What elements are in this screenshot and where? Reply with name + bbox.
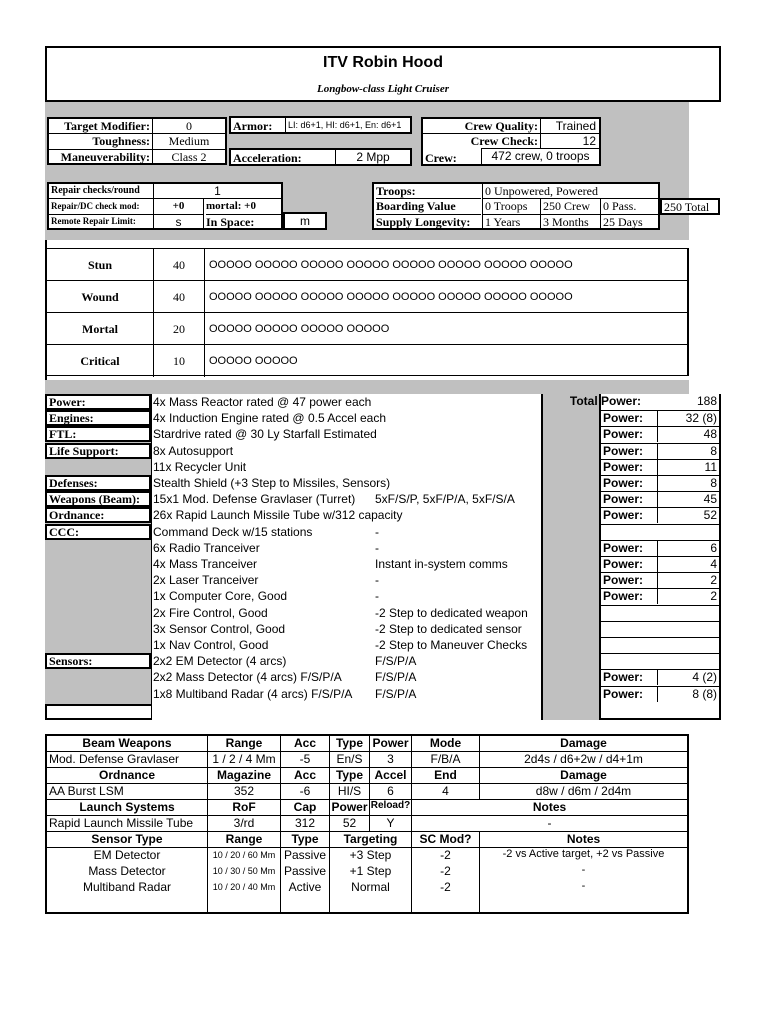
table-header-cell: Range [207, 832, 280, 848]
system-description: 2x2 EM Detector (4 arcs) [153, 654, 287, 668]
crew-value: 472 crew, 0 troops [481, 148, 599, 164]
table-cell: 2d4s / d6+2w / d4+1m [479, 752, 687, 768]
damage-row-wound [47, 280, 689, 312]
system-description: 6x Radio Tranceiver [153, 541, 260, 555]
system-description: 11x Recycler Unit [153, 460, 247, 474]
table-cell: En/S [329, 752, 369, 768]
system-description: 15x1 Mod. Defense Gravlaser (Turret) [153, 492, 356, 506]
table-cell: 3/rd [207, 816, 280, 832]
repair-checks-value: 1 [154, 184, 281, 199]
table-header-cell: Reload? [369, 800, 411, 816]
table-row [47, 784, 687, 800]
system-category: Defenses: [45, 475, 151, 491]
system-note: -2 Step to Maneuver Checks [375, 638, 541, 653]
power-value: 2 [657, 572, 719, 588]
table-cell: Y [369, 816, 411, 832]
repair-dc-value: +0 [154, 199, 204, 214]
table-header-cell: Sensor Type [91, 832, 163, 846]
power-empty [601, 653, 719, 669]
system-row [45, 507, 721, 523]
boarding-pass: 0 Pass. [600, 199, 658, 214]
power-value: 45 [657, 491, 719, 507]
system-category: Weapons (Beam): [45, 491, 151, 507]
sensor-cell: -2 [411, 864, 479, 880]
system-row [45, 637, 721, 653]
power-empty [601, 637, 719, 653]
power-label: Power: [601, 459, 657, 475]
troops-label: Troops: [376, 184, 481, 199]
system-note: F/S/P/A [375, 687, 541, 702]
table-header-cell: Range [207, 736, 280, 752]
sensor-cell: +1 Step [329, 864, 411, 880]
in-space-label: In Space: [206, 214, 281, 228]
table-cell: -5 [280, 752, 329, 768]
table-header-cell: Mode [411, 736, 479, 752]
table-header-row [47, 800, 687, 816]
damage-label: Stun [87, 258, 113, 272]
power-empty [601, 621, 719, 637]
table-cell: 352 [207, 784, 280, 800]
sensor-row [47, 864, 687, 880]
troops-value: 0 Unpowered, Powered [482, 184, 658, 199]
table-header-cell: Notes [479, 832, 687, 848]
table-header-row [47, 832, 687, 848]
system-description: 1x8 Multiband Radar (4 arcs) F/S/P/A [153, 687, 353, 701]
sensor-cell: -2 vs Active target, +2 vs Passive [479, 848, 687, 864]
core-stats-box [47, 117, 227, 165]
table-header-cell: Beam Weapons [82, 736, 172, 750]
table-cell: Mod. Defense Gravlaser [49, 752, 180, 766]
ship-subtitle: Longbow-class Light Cruiser [316, 83, 450, 95]
system-description: 2x Fire Control, Good [153, 606, 268, 620]
system-description: 3x Sensor Control, Good [153, 622, 286, 636]
table-cell: 1 / 2 / 4 Mm [207, 752, 280, 768]
maneuverability-label: Maneuverability: [49, 149, 153, 163]
power-value: 32 (8) [657, 410, 719, 426]
table-header-row [47, 736, 687, 752]
sensor-cell: 10 / 20 / 40 Mm [207, 880, 280, 896]
repair-dc-label: Repair/DC check mod: [49, 199, 154, 214]
system-row [45, 410, 721, 426]
power-label: Power: [601, 540, 657, 556]
sensor-cell: -2 [411, 848, 479, 864]
in-space-value: m [300, 214, 310, 228]
system-note: - [375, 541, 541, 556]
table-header-cell: Acc [280, 736, 329, 752]
table-cell: -6 [280, 784, 329, 800]
sensor-cell: +3 Step [329, 848, 411, 864]
column-line-0 [280, 896, 281, 912]
system-row [45, 556, 721, 572]
ship-title: ITV Robin Hood [323, 54, 443, 71]
systems-band-top [45, 380, 689, 394]
damage-row-mortal [47, 312, 689, 344]
system-note: - [375, 525, 541, 540]
table-header-cell: Damage [479, 768, 687, 784]
armor-value: LI: d6+1, HI: d6+1, En: d6+1 [285, 118, 410, 132]
column-line-first [207, 896, 208, 912]
weapons-tables [45, 734, 689, 914]
acceleration-value: 2 Mpp [335, 150, 410, 164]
table-row [47, 816, 687, 832]
system-description: Command Deck w/15 stations [153, 525, 313, 539]
acceleration-label: Acceleration: [233, 151, 302, 165]
boarding-label: Boarding Value [376, 199, 456, 213]
system-category: Ordnance: [45, 507, 151, 523]
table-header-cell: Power [369, 736, 411, 752]
system-category: Engines: [45, 410, 151, 426]
armor-box [229, 116, 412, 134]
system-description: 1x Nav Control, Good [153, 638, 269, 652]
sensor-table-fill [47, 896, 687, 912]
system-description: 2x Laser Tranceiver [153, 573, 259, 587]
system-description: 4x Mass Reactor rated @ 47 power each [153, 395, 372, 409]
system-description: 1x Computer Core, Good [153, 589, 288, 603]
system-row [45, 621, 721, 637]
damage-value: 20 [153, 313, 205, 345]
sensor-row [47, 848, 687, 864]
table-header-cell: Type [329, 768, 369, 784]
sensor-cell: 10 / 30 / 50 Mm [207, 864, 280, 880]
system-row [45, 540, 721, 556]
power-empty [601, 605, 719, 621]
damage-row-critical [47, 344, 689, 376]
power-label: Power: [601, 572, 657, 588]
crew-label: Crew: [425, 151, 457, 165]
target-modifier-label: Target Modifier: [49, 119, 153, 134]
power-label: Power: [601, 507, 657, 523]
damage-value: 10 [153, 345, 205, 377]
sensor-cell: - [479, 880, 687, 896]
system-note: - [375, 573, 541, 588]
power-label: Power: [601, 426, 657, 442]
crew-check-label: Crew Check: [423, 134, 541, 149]
table-header-cell: Damage [479, 736, 687, 752]
system-row [45, 459, 721, 475]
power-value: 6 [657, 540, 719, 556]
sensor-cell: Passive [280, 864, 329, 880]
toughness-value: Medium [168, 134, 210, 148]
boarding-crew: 250 Crew [540, 199, 600, 214]
repair-mortal-value: mortal: +0 [206, 200, 256, 212]
table-cell: AA Burst LSM [49, 784, 124, 798]
power-value: 52 [657, 507, 719, 523]
column-line-1 [329, 896, 330, 912]
table-header-cell: Magazine [207, 768, 280, 784]
sensor-cell: EM Detector [93, 848, 161, 862]
table-header-cell: Targeting [329, 832, 411, 848]
system-row [45, 588, 721, 604]
system-note: F/S/P/A [375, 654, 541, 669]
toughness-label: Toughness: [49, 134, 153, 149]
power-label: Power: [601, 669, 657, 685]
table-header-cell: SC Mod? [411, 832, 479, 848]
power-value: 4 [657, 556, 719, 572]
acceleration-box [229, 148, 412, 166]
table-cell: d8w / d6m / 2d4m [479, 784, 687, 800]
system-row [45, 524, 721, 540]
table-cell: 52 [329, 816, 369, 832]
table-cell: F/B/A [411, 752, 479, 768]
system-note: -2 Step to dedicated sensor [375, 622, 541, 637]
table-header-cell: Cap [280, 800, 329, 816]
power-value: 8 [657, 443, 719, 459]
system-note: - [375, 589, 541, 604]
table-header-cell: Type [329, 736, 369, 752]
armor-label: Armor: [233, 119, 273, 133]
power-value: 2 [657, 588, 719, 604]
sensor-cell: Multiband Radar [82, 880, 172, 894]
system-description: 2x2 Mass Detector (4 arcs) F/S/P/A [153, 670, 342, 684]
title-block [45, 46, 721, 102]
target-modifier-value: 0 [153, 119, 225, 134]
column-line-3 [479, 896, 480, 912]
power-label: Power: [601, 475, 657, 491]
table-row [47, 752, 687, 768]
power-value: 4 (2) [657, 669, 719, 685]
system-description: 8x Autosupport [153, 444, 234, 458]
sensor-cell: -2 [411, 880, 479, 896]
repair-checks-label: Repair checks/round [49, 184, 154, 199]
sensor-cell: Mass Detector [88, 864, 166, 878]
system-row [45, 572, 721, 588]
system-category: Power: [45, 394, 151, 410]
system-row [45, 426, 721, 442]
damage-boxes[interactable]: OOOOO OOOOO OOOOO OOOOO OOOOO OOOOO OOOOO OOOOO [209, 259, 573, 271]
systems-category-end [45, 704, 151, 720]
system-row [45, 491, 721, 507]
table-header-cell: Launch Systems [79, 800, 175, 814]
crew-quality-value: Trained [541, 119, 599, 134]
system-category: FTL: [45, 426, 151, 442]
supply-days: 25 Days [600, 214, 658, 228]
power-label: Power: [601, 443, 657, 459]
sensor-cell: 10 / 20 / 60 Mm [207, 848, 280, 864]
table-header-row [47, 768, 687, 784]
system-description: 4x Mass Tranceiver [153, 557, 258, 571]
power-label: Power: [601, 588, 657, 604]
supply-years: 1 Years [482, 214, 540, 228]
table-header-cell: Accel [369, 768, 411, 784]
power-value: 48 [657, 426, 719, 442]
damage-boxes[interactable]: OOOOO OOOOO [209, 355, 298, 367]
table-header-cell: RoF [207, 800, 280, 816]
table-header-cell: Type [280, 832, 329, 848]
table-header-cell: Notes [411, 800, 687, 816]
table-header-cell: Acc [280, 768, 329, 784]
total-power-label: Total Power: [569, 394, 641, 408]
total-power-value: 188 [696, 394, 717, 408]
damage-value: 40 [153, 281, 205, 313]
supply-label: Supply Longevity: [376, 214, 481, 228]
damage-boxes[interactable]: OOOOO OOOOO OOOOO OOOOO [209, 323, 390, 335]
power-value: 8 [657, 475, 719, 491]
boarding-total: 250 Total [664, 200, 710, 214]
system-note: F/S/P/A [375, 670, 541, 685]
supply-months: 3 Months [540, 214, 600, 228]
system-category: CCC: [45, 524, 151, 540]
damage-label: Mortal [82, 322, 118, 336]
table-cell: 4 [411, 784, 479, 800]
repair-box [47, 182, 283, 230]
table-cell: HI/S [329, 784, 369, 800]
table-header-cell: End [411, 768, 479, 784]
system-row [45, 443, 721, 459]
system-row [45, 653, 721, 669]
system-row [45, 686, 721, 702]
table-header-cell: Power [329, 800, 369, 816]
boarding-troops: 0 Troops [482, 199, 540, 214]
damage-boxes[interactable]: OOOOO OOOOO OOOOO OOOOO OOOOO OOOOO OOOOO OOOOO [209, 291, 573, 303]
boarding-total-box [660, 198, 720, 215]
table-cell: Rapid Launch Missile Tube [49, 816, 194, 830]
power-label: Power: [601, 491, 657, 507]
system-note: 5xF/S/P, 5xF/P/A, 5xF/S/A [375, 492, 541, 507]
power-label: Power: [601, 410, 657, 426]
table-cell: 3 [369, 752, 411, 768]
systems-section [45, 394, 721, 720]
damage-track [45, 240, 689, 380]
damage-value: 40 [153, 249, 205, 281]
troops-box [372, 182, 660, 230]
damage-label: Critical [80, 354, 120, 368]
sensor-cell: - [479, 864, 687, 880]
damage-row-stun [47, 248, 689, 280]
power-label: Power: [601, 556, 657, 572]
table-cell: - [411, 816, 687, 832]
sensor-cell: Passive [280, 848, 329, 864]
system-note: -2 Step to dedicated weapon [375, 606, 541, 621]
sensor-row [47, 880, 687, 896]
system-row [45, 394, 721, 410]
maneuverability-value: Class 2 [153, 149, 225, 163]
system-category: Life Support: [45, 443, 151, 459]
remote-repair-value: s [154, 214, 204, 228]
column-line-2 [411, 896, 412, 912]
system-description: Stealth Shield (+3 Step to Missiles, Sensors) [153, 476, 391, 490]
sensor-cell: Normal [329, 880, 411, 896]
power-empty [601, 524, 719, 540]
crew-check-value: 12 [582, 134, 596, 148]
remote-repair-label: Remote Repair Limit: [49, 214, 154, 228]
damage-label: Wound [81, 290, 119, 304]
power-value: 11 [657, 459, 719, 475]
power-label: Power: [601, 686, 657, 702]
system-row [45, 669, 721, 685]
sensor-cell: Active [280, 880, 329, 896]
system-row [45, 475, 721, 491]
system-description: 26x Rapid Launch Missile Tube w/312 capacity [153, 508, 403, 522]
crew-quality-label: Crew Quality: [423, 119, 541, 134]
table-cell: 6 [369, 784, 411, 800]
system-category: Sensors: [45, 653, 151, 669]
in-space-box [283, 212, 327, 230]
system-row [45, 605, 721, 621]
power-value: 8 (8) [657, 686, 719, 702]
crew-box [421, 117, 601, 166]
system-description: 4x Induction Engine rated @ 0.5 Accel each [153, 411, 386, 425]
table-cell: 312 [280, 816, 329, 832]
system-note: Instant in-system comms [375, 557, 541, 572]
table-header-cell: Ordnance [98, 768, 155, 782]
system-description: Stardrive rated @ 30 Ly Starfall Estimated [153, 427, 377, 441]
